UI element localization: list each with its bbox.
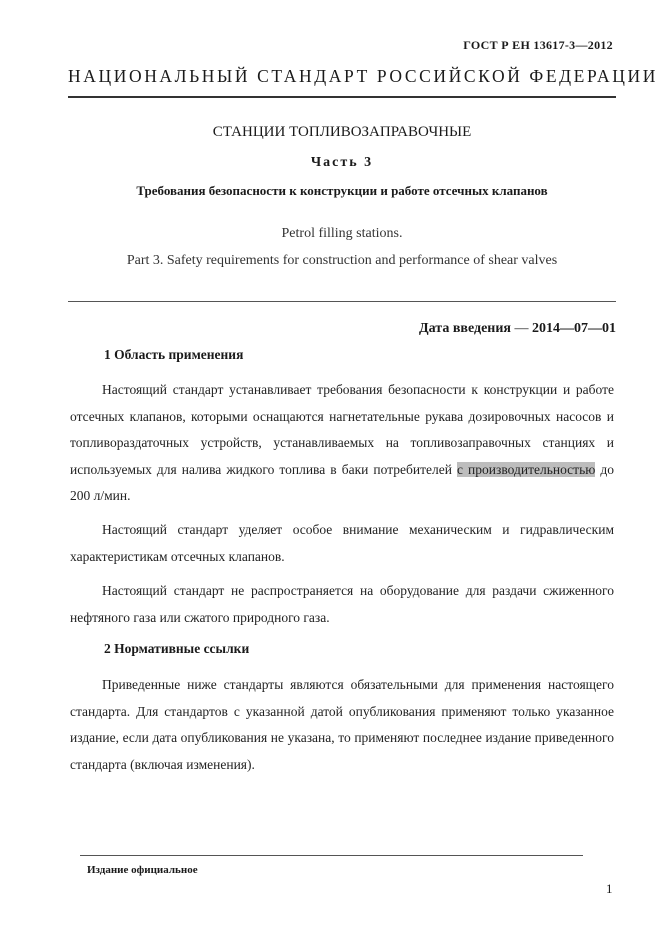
part-title: Часть 3 [310, 155, 374, 170]
standard-subtitle: Требования безопасности к конструкции и работе отсечных клапанов [136, 183, 548, 198]
page-number: 1 [606, 881, 613, 896]
footer-divider [80, 855, 583, 856]
scope-paragraph-1-tail: до 200 л/мин. [70, 461, 614, 504]
english-title-line2: Part 3. Safety requirements for construction and performance of shear valves [126, 253, 558, 268]
header-divider [68, 96, 616, 98]
scope-paragraph-2: Настоящий стандарт уделяет особое внимание механическим и гидравлическим характеристикам отсечных клапанов. [70, 522, 614, 564]
section-heading-normative-references: 2 Нормативные ссылки [104, 641, 250, 656]
introduction-date-label: Дата введения [419, 321, 511, 336]
references-paragraph-1: Приведенные ниже стандарты являются обязательными для применения настоящего стандарта. Для стандартов с указанной датой опубликования применяют только указанное издание, если дата опубликования не указана, то применяют последнее издание приведенного стандарта (включая изменения). [70, 677, 614, 772]
scope-paragraph-1 [70, 377, 614, 510]
document-code: ГОСТ Р ЕН 13617-3—2012 [463, 38, 613, 52]
national-standard-title: НАЦИОНАЛЬНЫЙ СТАНДАРТ РОССИЙСКОЙ ФЕДЕРАЦИИ [68, 66, 659, 86]
standard-title: СТАНЦИИ ТОПЛИВОЗАПРАВОЧНЫЕ [212, 124, 472, 140]
introduction-date-separator: — [514, 321, 529, 336]
scope-paragraph-1-text: Настоящий стандарт устанавливает требования безопасности к конструкции и работе отсечных клапанов, которыми оснащаются нагнетательные рукава дозировочных насосов и топливораздаточных устройств, устанавливаемых на топливозаправочных станциях и используемых для налива жидкого топлива в баки потребителей [70, 382, 614, 477]
introduction-date-value: 2014—07—01 [532, 321, 616, 336]
scope-paragraph-3: Настоящий стандарт не распространяется на оборудование для раздачи сжиженного нефтяного газа или сжатого природного газа. [70, 583, 614, 625]
edition-label: Издание официальное [87, 864, 198, 876]
text-selection-highlight[interactable]: с производительностью [457, 461, 596, 477]
english-title-line1: Petrol filling stations. [281, 226, 403, 241]
title-divider [68, 301, 616, 302]
introduction-date [419, 321, 616, 337]
section-heading-scope: 1 Область применения [104, 347, 244, 362]
